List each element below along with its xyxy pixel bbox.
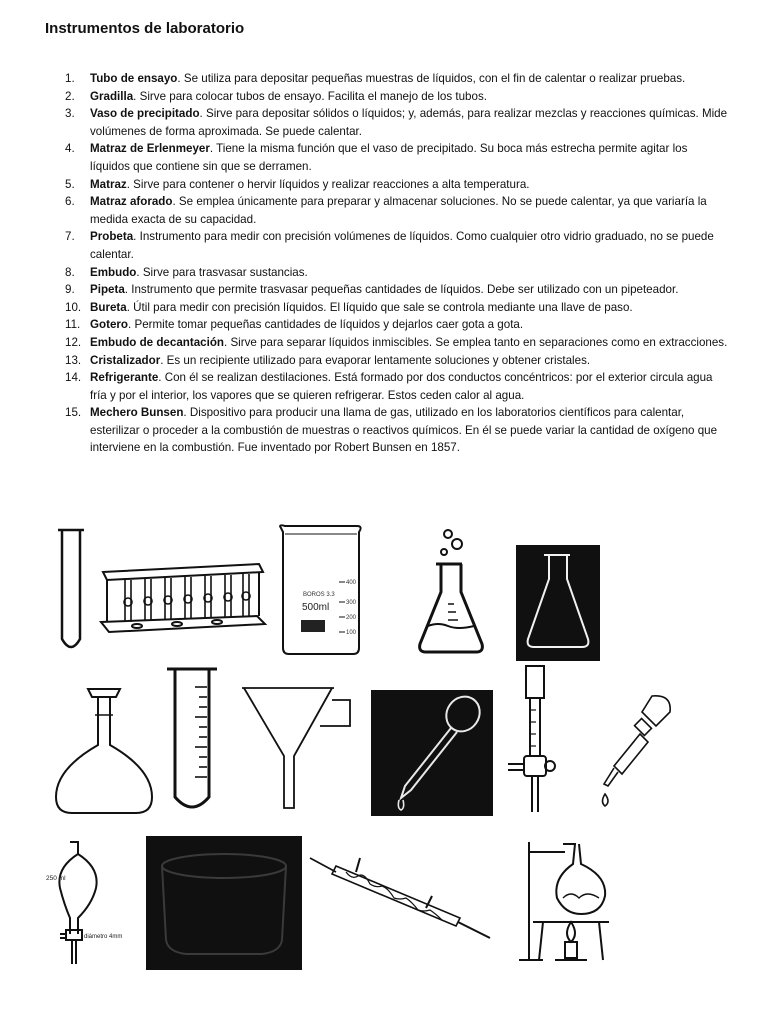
funnel-illustration: [238, 684, 356, 814]
flask-illustration: [516, 545, 600, 661]
separatory-funnel-illustration: [42, 838, 142, 968]
list-item: 11. Gotero. Permite tomar pequeñas cantidades de líquidos y dejarlos caer gota a gota.: [65, 318, 524, 332]
item-term: Embudo de decantación: [90, 335, 224, 349]
test-tube-illustration: [52, 527, 90, 661]
instrument-list: [40, 70, 730, 457]
list-item: 8. Embudo. Sirve para trasvasar sustancias.: [65, 265, 308, 279]
list-item: 6. Matraz aforado. Se emplea únicamente para preparar y almacenar soluciones. No se puede calentar, ya que variaría la medida exacta de su capacidad.: [65, 195, 707, 226]
sep-funnel-diameter-label: diámetro 4mm: [84, 934, 123, 940]
item-term: Matraz aforado: [90, 195, 173, 209]
test-tube-rack-illustration: [97, 560, 269, 642]
item-term: Gotero: [90, 318, 129, 332]
list-item: 15. Mechero Bunsen. Dispositivo para producir una llama de gas, utilizado en los laboratorios científicos para calentar, esterilizar o proceder a la combustión de muestras o reactivos químicos. En él se puede variar la cantidad de oxígeno que interviene en la combustión. Fue inventado por Robert Bunsen en 1857.: [65, 406, 718, 455]
sep-funnel-volume-label: 250 ml: [46, 875, 66, 882]
beaker-brand-label: BOROS 3.3: [303, 592, 335, 598]
beaker-illustration: [275, 522, 365, 658]
item-term: Probeta: [90, 230, 134, 244]
item-term: Vaso de precipitado: [90, 107, 200, 121]
item-term: Bureta: [90, 300, 127, 314]
condenser-illustration: [306, 838, 494, 946]
beaker-scale-label: 400: [346, 580, 357, 586]
list-item: 1. Tubo de ensayo. Se utiliza para depositar pequeñas muestras de líquidos, con el fin de calentar o realizar pruebas.: [65, 72, 686, 85]
graduated-cylinder-illustration: [163, 665, 221, 817]
item-term: Tubo de ensayo: [90, 72, 178, 85]
item-term: Cristalizador: [90, 353, 161, 367]
document-title: Instrumentos de laboratorio: [45, 20, 245, 37]
list-item: 4. Matraz de Erlenmeyer. Tiene la misma función que el vaso de precipitado. Su boca más estrecha permite agitar los líquidos que contiene sin que se derramen.: [65, 142, 688, 173]
item-term: Mechero Bunsen: [90, 406, 184, 420]
list-item: 10. Bureta. Útil para medir con precisión líquidos. El líquido que sale se controla mediante una llave de paso.: [65, 300, 633, 314]
crystallizer-illustration: [146, 836, 302, 970]
pipette-illustration: [371, 690, 493, 816]
item-term: Gradilla: [90, 89, 134, 103]
item-term: Matraz: [90, 177, 127, 191]
item-term: Refrigerante: [90, 371, 159, 385]
volumetric-flask-illustration: [50, 685, 158, 817]
list-item: 13. Cristalizador. Es un recipiente utilizado para evaporar lentamente soluciones y obtener cristales.: [65, 353, 591, 367]
item-term: Matraz de Erlenmeyer: [90, 142, 210, 156]
list-item: 2. Gradilla. Sirve para colocar tubos de ensayo. Facilita el manejo de los tubos.: [65, 89, 487, 103]
beaker-scale-label: 100: [346, 630, 357, 636]
list-item: 12. Embudo de decantación. Sirve para separar líquidos inmiscibles. Se emplea tanto en separaciones como en extracciones.: [65, 335, 728, 349]
list-item: 5. Matraz. Sirve para contener o hervir líquidos y realizar reacciones a alta temperatura.: [65, 177, 530, 191]
burette-illustration: [500, 662, 578, 818]
item-term: Embudo: [90, 265, 137, 279]
list-item: 9. Pipeta. Instrumento que permite trasvasar pequeñas cantidades de líquidos. Debe ser utilizado con un pipeteador.: [65, 283, 679, 297]
beaker-scale-label: 300: [346, 600, 357, 606]
bunsen-burner-illustration: [513, 838, 625, 966]
beaker-scale-label: 200: [346, 615, 357, 621]
list-item: 7. Probeta. Instrumento para medir con precisión volúmenes de líquidos. Como cualquier otro vidrio graduado, no se puede calentar.: [65, 230, 714, 261]
dropper-illustration: [596, 690, 676, 816]
erlenmeyer-flask-illustration: [412, 528, 490, 658]
list-item: 3. Vaso de precipitado. Sirve para depositar sólidos o líquidos; y, además, para realizar mezclas y reacciones químicas. Mide volúmenes de forma aproximada. Se puede calentar.: [65, 107, 728, 138]
list-item: 14. Refrigerante. Con él se realizan destilaciones. Está formado por dos conductos concéntricos: por el exterior circula agua fría y por el interior, los vapores que se quieren refrigerar. Estos ceden calor al agua.: [65, 371, 713, 402]
beaker-volume-label: 500ml: [302, 602, 330, 613]
item-term: Pipeta: [90, 283, 125, 297]
